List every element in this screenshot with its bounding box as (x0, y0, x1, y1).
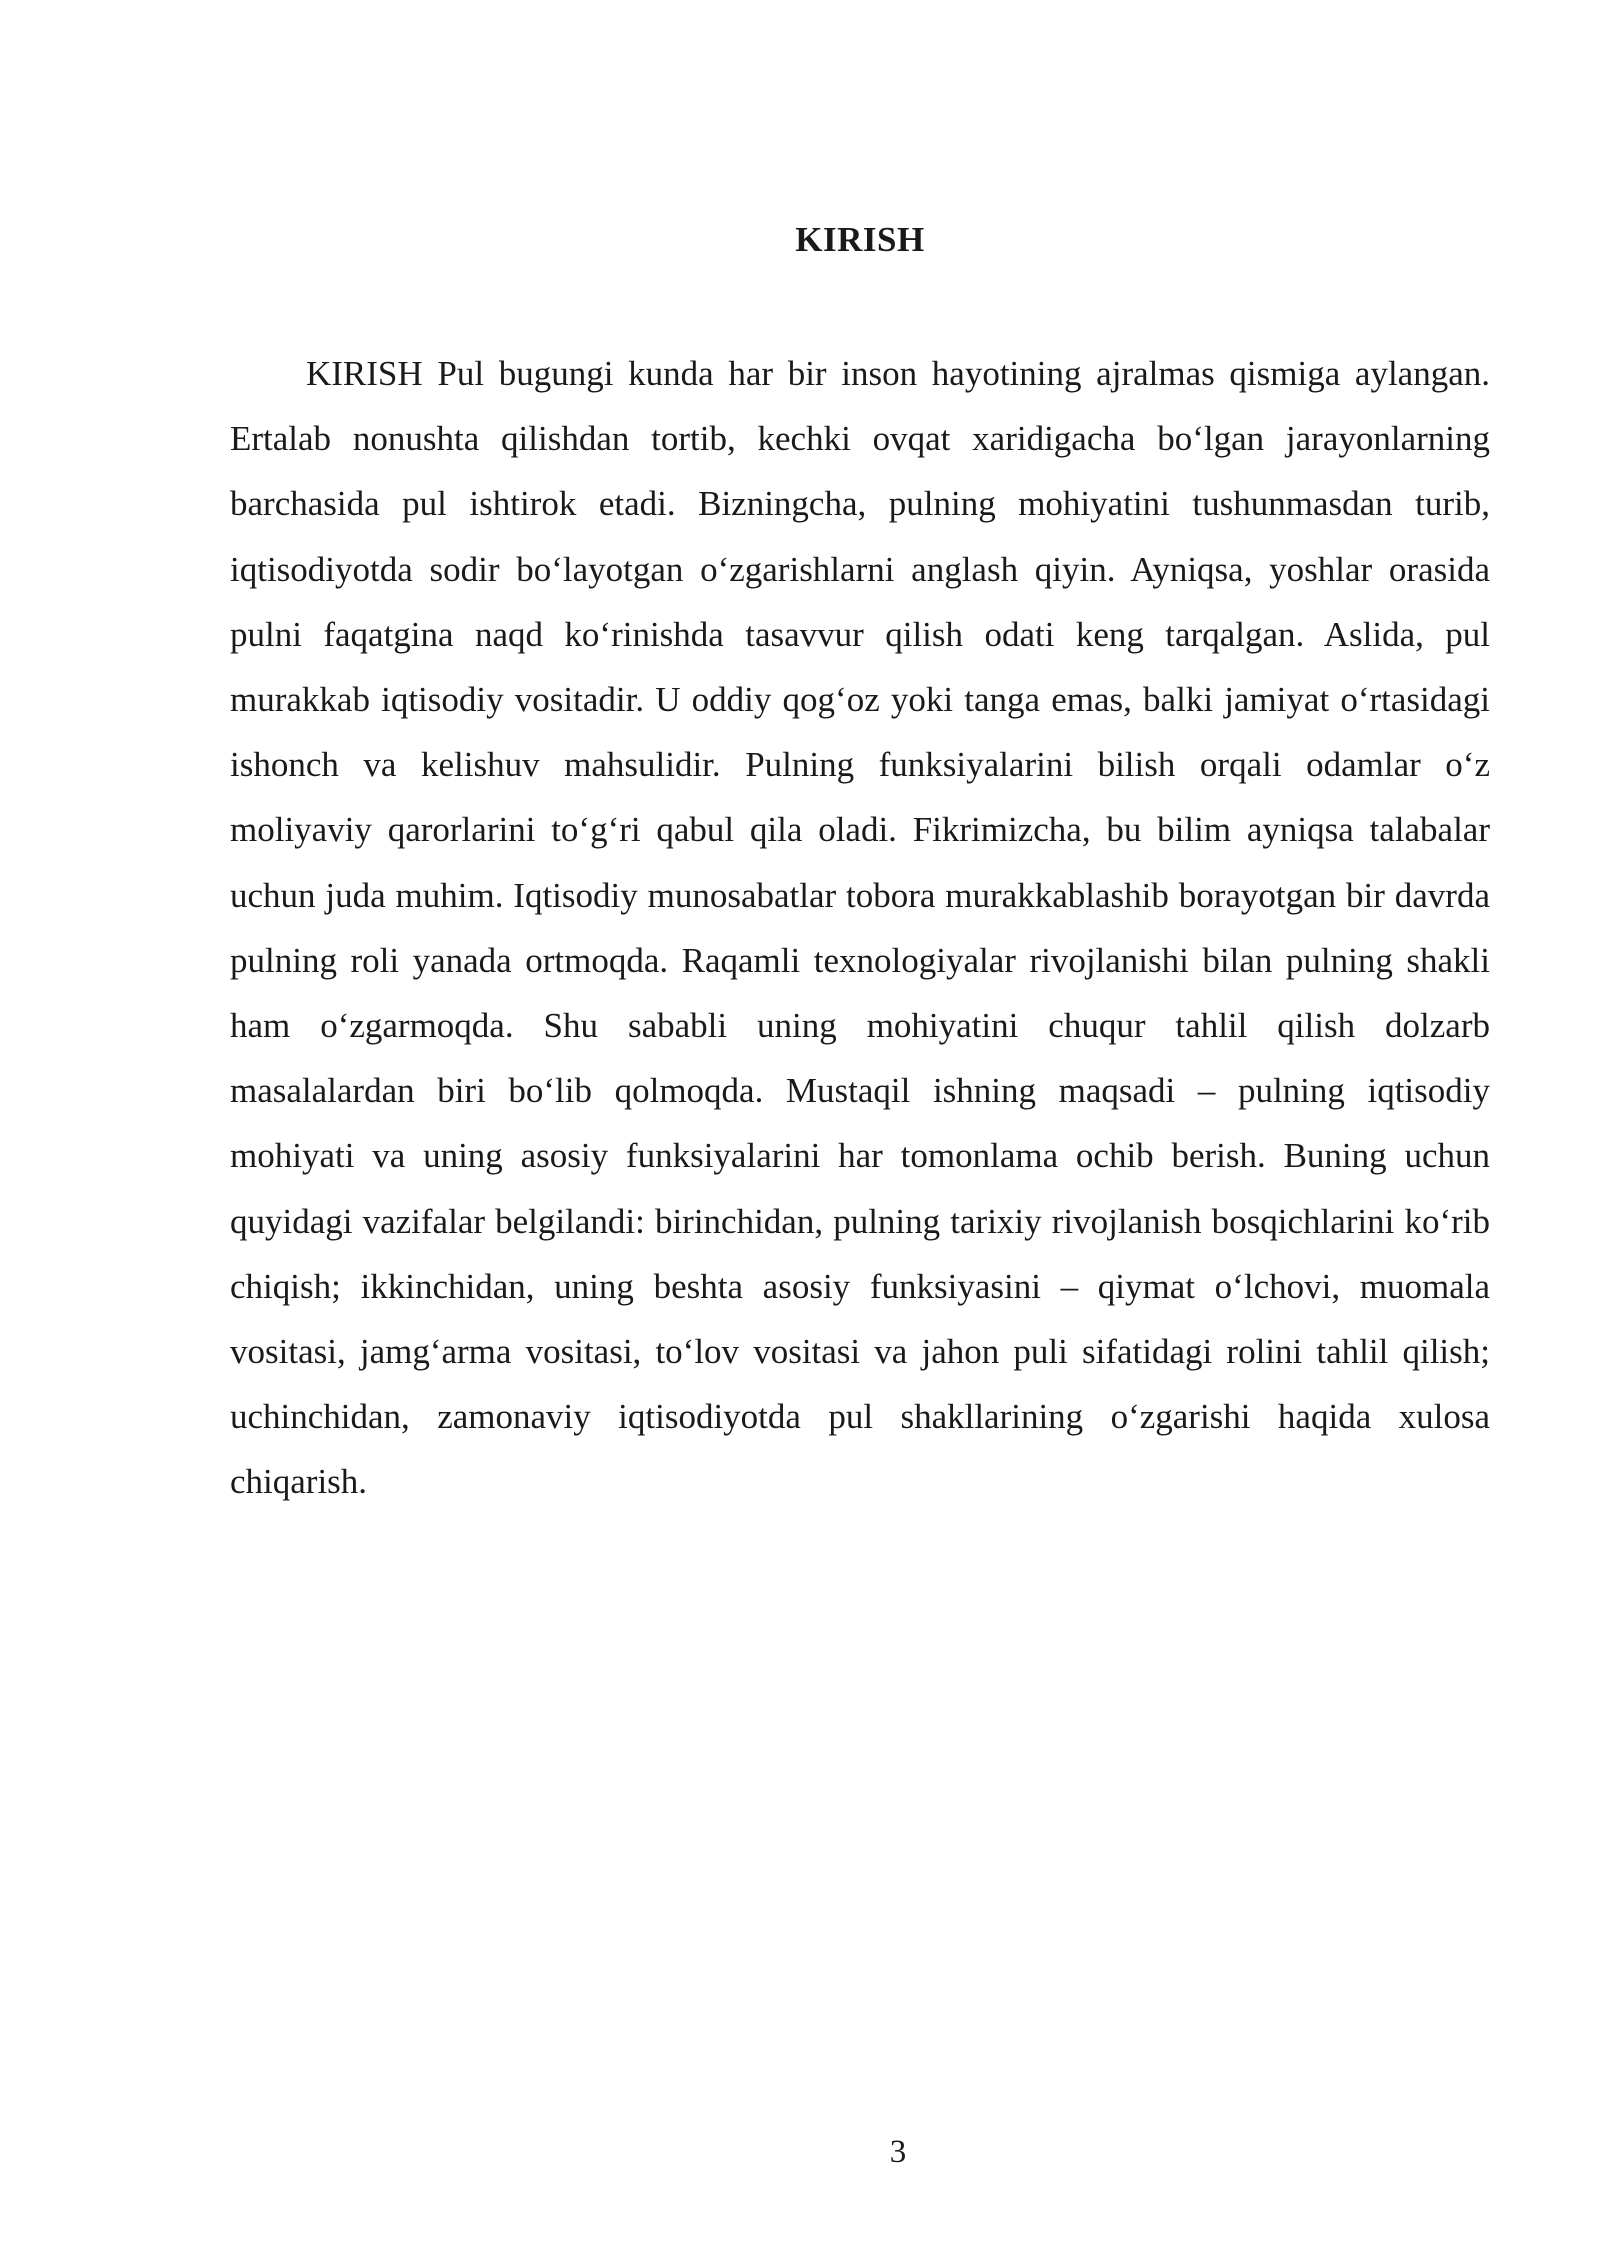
section-heading: KIRISH (795, 220, 925, 259)
body-paragraph: KIRISH Pul bugungi kunda har bir inson hayotining ajralmas qismiga aylangan. Ertalab nonushta qilishdan tortib, kechki ovqat xaridigacha bo‘lgan jarayonlarning barchasida pul ishtirok etadi. Bizningcha, pulning mohiyatini tushunmasdan turib, iqtisodiyotda sodir bo‘layotgan o‘zgarishlarni anglash qiyin. Ayniqsa, yoshlar orasida pulni faqatgina naqd ko‘rinishda tasavvur qilish odati keng tarqalgan. Aslida, pul murakkab iqtisodiy vositadir. U oddiy qog‘oz yoki tanga emas, balki jamiyat o‘rtasidagi ishonch va kelishuv mahsulidir. Pulning funksiyalarini bilish orqali odamlar o‘z moliyaviy qarorlarini to‘g‘ri qabul qila oladi. Fikrimizcha, bu bilim ayniqsa talabalar uchun juda muhim. Iqtisodiy munosabatlar tobora murakkablashib borayotgan bir davrda pulning roli yanada ortmoqda. Raqamli texnologiyalar rivojlanishi bilan pulning shakli ham o‘zgarmoqda. Shu sababli uning mohiyatini chuqur tahlil qilish dolzarb masalalardan biri bo‘lib qolmoqda. Mustaqil ishning maqsadi – pulning iqtisodiy mohiyati va uning asosiy funksiyalarini har tomonlama ochib berish. Buning uchun quyidagi vazifalar belgilandi: birinchidan, pulning tarixiy rivojlanish bosqichlarini ko‘rib chiqish; ikkinchidan, uning beshta asosiy funksiyasini – qiymat o‘lchovi, muomala vositasi, jamg‘arma vositasi, to‘lov vositasi va jahon puli sifatidagi rolini tahlil qilish; uchinchidan, zamonaviy iqtisodiyotda pul shakllarining o‘zgarishi haqida xulosa chiqarish. (230, 354, 1490, 1502)
page-number: 3 (889, 2134, 907, 2170)
